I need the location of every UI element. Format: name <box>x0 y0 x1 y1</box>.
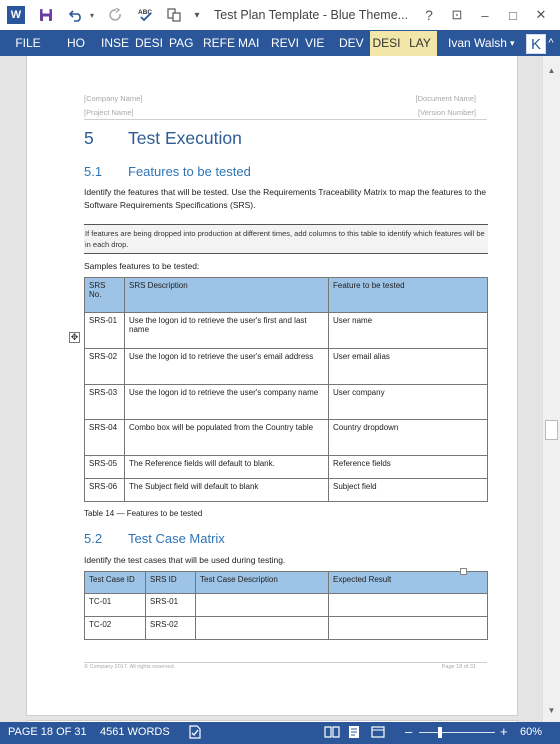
features-table[interactable] <box>84 277 488 502</box>
tab-mailings[interactable]: MAI <box>238 36 260 50</box>
heading-number: 5.2 <box>84 531 103 546</box>
header-company-name: [Company Name] <box>84 94 143 103</box>
print-layout-icon[interactable] <box>347 725 361 742</box>
help-button[interactable]: ? <box>425 7 433 23</box>
tab-file[interactable]: FILE <box>0 31 56 57</box>
table-header-row <box>85 278 488 313</box>
proofing-icon[interactable] <box>188 725 202 742</box>
table-cell[interactable]: The Subject field will default to blank <box>125 479 329 502</box>
tab-page-layout[interactable]: PAG <box>169 36 194 50</box>
ribbon-display-options-button[interactable]: ⊡ <box>451 7 463 22</box>
redo-icon[interactable] <box>106 4 126 26</box>
heading-features-to-be-tested[interactable] <box>84 164 251 179</box>
table-resize-handle[interactable] <box>460 568 467 575</box>
table-row <box>85 349 488 385</box>
zoom-slider-thumb[interactable] <box>438 727 442 738</box>
table-cell[interactable]: TC-02 <box>85 617 146 640</box>
svg-text:ABC: ABC <box>138 9 153 16</box>
table-cell[interactable] <box>329 617 488 640</box>
table-cell[interactable]: SRS-02 <box>146 617 196 640</box>
tab-table-layout[interactable]: LAY <box>403 31 437 57</box>
undo-icon[interactable] <box>66 4 86 26</box>
avatar[interactable]: K <box>526 34 546 54</box>
restore-button[interactable]: □ <box>509 7 517 23</box>
footer-copyright: © Company 2017. All rights reserved. <box>84 664 176 670</box>
status-bar <box>0 722 560 744</box>
spelling-grammar-icon[interactable] <box>135 4 157 26</box>
footer-page-number: Page 18 of 31 <box>441 664 476 670</box>
intro-paragraph[interactable]: Identify the features that will be tested. Use the Requirements Traceability Matrix to map the features to the Software Requirements Specifications (SRS). <box>84 187 487 210</box>
heading-text: Features to be tested <box>128 164 251 179</box>
table-cell[interactable]: User email alias <box>329 349 488 385</box>
table-cell[interactable]: Use the logon id to retrieve the user's email address <box>125 349 329 385</box>
guidance-note[interactable]: If features are being dropped into production at different times, add columns to this table to identify which features will be in each drop. <box>84 224 488 254</box>
samples-label[interactable]: Samples features to be tested: <box>84 261 200 271</box>
scrollbar-thumb[interactable] <box>545 420 558 440</box>
header-document-name: [Document Name] <box>415 94 476 103</box>
table-row <box>85 479 488 502</box>
scroll-down-icon[interactable]: ▼ <box>547 706 556 715</box>
table-cell[interactable]: The Reference fields will default to blank. <box>125 456 329 479</box>
table-cell[interactable]: SRS-05 <box>85 456 125 479</box>
table-cell[interactable] <box>196 594 329 617</box>
vertical-scrollbar[interactable] <box>542 56 560 722</box>
table-header-cell[interactable]: Test Case ID <box>85 572 146 594</box>
ribbon-tab-bar <box>0 30 560 56</box>
ribbon-collapse-icon[interactable]: ^ <box>548 37 554 49</box>
header-project-name: [Project Name] <box>84 108 134 117</box>
table-move-handle-icon[interactable]: ✥ <box>70 332 79 342</box>
table-row <box>85 420 488 456</box>
table-cell[interactable]: Subject field <box>329 479 488 502</box>
word-app-icon[interactable]: W <box>7 6 25 24</box>
footer-divider <box>84 662 487 663</box>
table-header-cell[interactable]: Feature to be tested <box>329 278 488 313</box>
zoom-slider-track[interactable] <box>419 732 495 733</box>
table-cell[interactable]: Country dropdown <box>329 420 488 456</box>
table-cell[interactable]: Use the logon id to retrieve the user's company name <box>125 385 329 420</box>
tab-table-design[interactable]: DESI <box>370 31 403 57</box>
tab-home[interactable]: HO <box>67 36 85 50</box>
table-cell[interactable]: SRS-03 <box>85 385 125 420</box>
table-cell[interactable]: Use the logon id to retrieve the user's first and last name <box>125 313 329 349</box>
heading-test-execution[interactable] <box>84 128 242 149</box>
heading-test-case-matrix[interactable] <box>84 531 225 546</box>
document-canvas[interactable] <box>0 56 542 722</box>
tab-insert[interactable]: INSE <box>101 36 130 50</box>
table-header-row <box>85 572 488 594</box>
table-header-cell[interactable]: SRS No. <box>85 278 125 313</box>
window-title: Test Plan Template - Blue Theme... <box>214 8 409 22</box>
table-cell[interactable]: SRS-01 <box>85 313 125 349</box>
title-bar <box>0 0 560 30</box>
web-layout-icon[interactable] <box>371 725 385 742</box>
table-row <box>85 594 488 617</box>
table-cell[interactable]: TC-01 <box>85 594 146 617</box>
table-cell[interactable]: SRS-04 <box>85 420 125 456</box>
zoom-level[interactable]: 60% <box>520 726 543 738</box>
table-row <box>85 456 488 479</box>
touch-mode-icon[interactable] <box>163 4 185 26</box>
tab-design[interactable]: DESI <box>135 36 164 50</box>
tab-references[interactable]: REFE <box>203 36 236 50</box>
table-header-cell[interactable]: SRS ID <box>146 572 196 594</box>
save-icon[interactable] <box>36 4 56 26</box>
heading-text: Test Case Matrix <box>128 531 225 546</box>
user-account-name[interactable]: Ivan Walsh <box>448 36 507 50</box>
undo-dropdown-icon[interactable]: ▾ <box>89 10 94 20</box>
zoom-out-button[interactable]: – <box>405 724 413 739</box>
table-header-cell[interactable]: Test Case Description <box>196 572 329 594</box>
table-cell[interactable]: SRS-06 <box>85 479 125 502</box>
read-mode-icon[interactable] <box>324 725 340 742</box>
table-header-cell[interactable]: Expected Result <box>329 572 488 594</box>
customize-qat-icon[interactable]: ▾ <box>194 9 200 21</box>
table-cell[interactable] <box>329 594 488 617</box>
tab-developer[interactable]: DEV <box>339 36 364 50</box>
heading-number: 5 <box>84 128 94 148</box>
word-count[interactable]: 4561 WORDS <box>100 726 170 738</box>
minimize-button[interactable]: – <box>481 7 489 23</box>
table-row <box>85 385 488 420</box>
table-cell[interactable]: User company <box>329 385 488 420</box>
chevron-down-icon[interactable]: ▾ <box>510 38 515 48</box>
zoom-in-button[interactable]: + <box>500 724 508 739</box>
table-cell[interactable]: SRS-01 <box>146 594 196 617</box>
header-version-number: [Version Number] <box>418 108 476 117</box>
table-cell[interactable]: Combo box will be populated from the Country table <box>125 420 329 456</box>
close-button[interactable]: ✕ <box>535 7 547 22</box>
scroll-up-icon[interactable]: ▲ <box>547 66 556 75</box>
page-count[interactable]: PAGE 18 OF 31 <box>8 726 87 738</box>
matrix-intro-paragraph[interactable]: Identify the test cases that will be used during testing. <box>84 555 286 565</box>
table-header-cell[interactable]: SRS Description <box>125 278 329 313</box>
table-row <box>85 617 488 640</box>
heading-text: Test Execution <box>128 128 242 148</box>
document-page[interactable] <box>26 56 518 716</box>
tab-view[interactable]: VIE <box>305 36 325 50</box>
tab-review[interactable]: REVI <box>271 36 300 50</box>
heading-number: 5.1 <box>84 164 103 179</box>
table-cell[interactable]: SRS-02 <box>85 349 125 385</box>
test-case-matrix-table[interactable] <box>84 571 488 640</box>
table-cell[interactable]: User name <box>329 313 488 349</box>
table-caption[interactable]: Table 14 — Features to be tested <box>84 509 203 518</box>
table-cell[interactable] <box>196 617 329 640</box>
table-row <box>85 313 488 349</box>
header-divider <box>84 119 487 120</box>
table-cell[interactable]: Reference fields <box>329 456 488 479</box>
